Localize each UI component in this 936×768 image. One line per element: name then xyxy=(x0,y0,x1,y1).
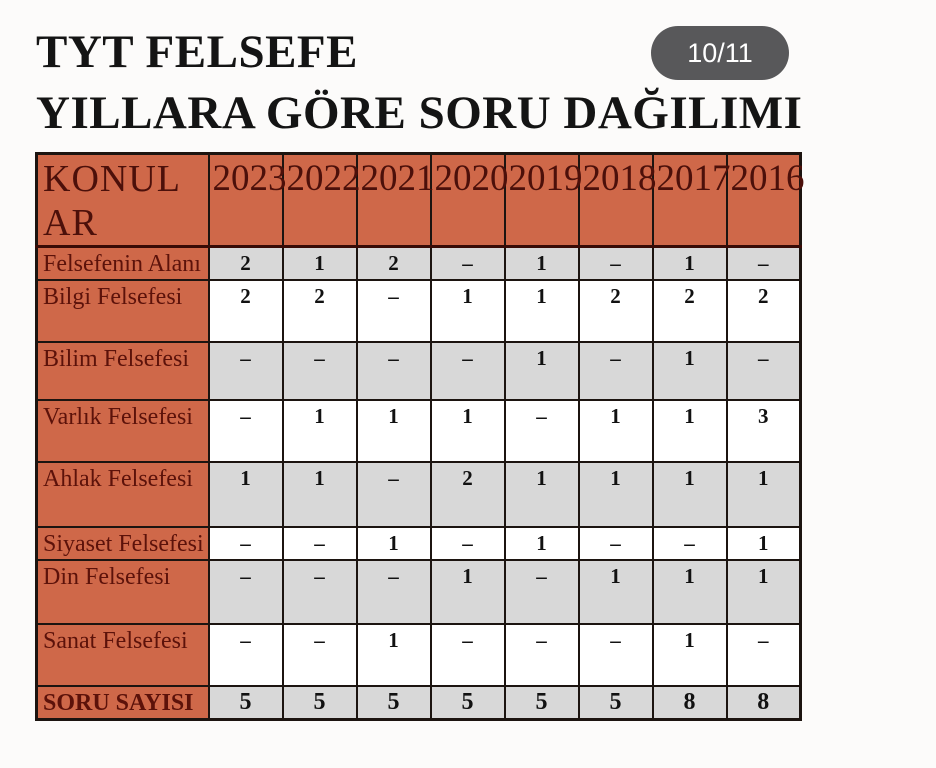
column-header-year-2016: 2016 xyxy=(727,154,801,247)
cell-2016: 1 xyxy=(727,462,801,527)
column-header-year-2017: 2017 xyxy=(653,154,727,247)
cell-2020: 1 xyxy=(431,400,505,462)
cell-2020: 1 xyxy=(431,560,505,624)
column-header-year-2021: 2021 xyxy=(357,154,431,247)
cell-2022: 2 xyxy=(283,280,357,342)
table-body xyxy=(37,247,801,720)
table-row xyxy=(37,462,801,527)
pager-badge[interactable] xyxy=(651,26,789,80)
cell-2021: 1 xyxy=(357,527,431,560)
cell-2016: – xyxy=(727,342,801,400)
cell-2019: 1 xyxy=(505,527,579,560)
cell-2018: – xyxy=(579,247,653,281)
cell-2016: 3 xyxy=(727,400,801,462)
cell-2022: 1 xyxy=(283,400,357,462)
cell-2018: – xyxy=(579,342,653,400)
pager-badge-label: 10/11 xyxy=(687,37,753,68)
table-row xyxy=(37,400,801,462)
cell-2016: – xyxy=(727,624,801,686)
cell-2021: 5 xyxy=(357,686,431,720)
column-header-year-2020: 2020 xyxy=(431,154,505,247)
cell-2021: – xyxy=(357,560,431,624)
page-title xyxy=(36,22,936,144)
cell-2018: 1 xyxy=(579,462,653,527)
cell-2020: – xyxy=(431,342,505,400)
cell-2016: 1 xyxy=(727,560,801,624)
table-row xyxy=(37,280,801,342)
cell-2023: – xyxy=(209,342,283,400)
cell-2020: 2 xyxy=(431,462,505,527)
cell-2022: – xyxy=(283,560,357,624)
cell-2020: 5 xyxy=(431,686,505,720)
column-header-topics: KONULAR xyxy=(37,154,209,247)
table-header-row xyxy=(37,154,801,247)
cell-2023: – xyxy=(209,527,283,560)
cell-2018: – xyxy=(579,527,653,560)
cell-2016: – xyxy=(727,247,801,281)
cell-2021: 2 xyxy=(357,247,431,281)
column-header-year-2019: 2019 xyxy=(505,154,579,247)
table-row xyxy=(37,247,801,281)
cell-2018: 2 xyxy=(579,280,653,342)
cell-2023: 5 xyxy=(209,686,283,720)
row-label: Ahlak Felsefesi xyxy=(37,462,209,527)
cell-2016: 8 xyxy=(727,686,801,720)
row-label: Bilgi Felsefesi xyxy=(37,280,209,342)
table-row xyxy=(37,686,801,720)
cell-2017: 1 xyxy=(653,462,727,527)
cell-2017: 1 xyxy=(653,560,727,624)
cell-2017: – xyxy=(653,527,727,560)
cell-2021: 1 xyxy=(357,624,431,686)
cell-2023: – xyxy=(209,624,283,686)
cell-2022: – xyxy=(283,342,357,400)
row-label: SORU SAYISI xyxy=(37,686,209,720)
cell-2019: 1 xyxy=(505,247,579,281)
cell-2023: – xyxy=(209,400,283,462)
cell-2019: – xyxy=(505,400,579,462)
cell-2022: 1 xyxy=(283,247,357,281)
cell-2022: 5 xyxy=(283,686,357,720)
cell-2019: 1 xyxy=(505,462,579,527)
cell-2018: 1 xyxy=(579,400,653,462)
cell-2019: 5 xyxy=(505,686,579,720)
cell-2019: 1 xyxy=(505,342,579,400)
cell-2021: – xyxy=(357,342,431,400)
cell-2020: – xyxy=(431,527,505,560)
cell-2017: 1 xyxy=(653,400,727,462)
cell-2020: – xyxy=(431,624,505,686)
column-header-year-2022: 2022 xyxy=(283,154,357,247)
cell-2017: 8 xyxy=(653,686,727,720)
cell-2019: – xyxy=(505,624,579,686)
cell-2021: 1 xyxy=(357,400,431,462)
cell-2017: 1 xyxy=(653,624,727,686)
cell-2022: 1 xyxy=(283,462,357,527)
table-row xyxy=(37,560,801,624)
table-row xyxy=(37,624,801,686)
cell-2022: – xyxy=(283,624,357,686)
cell-2016: 1 xyxy=(727,527,801,560)
page-title-line2: YILLARA GÖRE SORU DAĞILIMI xyxy=(36,87,803,139)
cell-2023: 2 xyxy=(209,247,283,281)
row-label: Felsefenin Alanı xyxy=(37,247,209,281)
cell-2023: 1 xyxy=(209,462,283,527)
table-row xyxy=(37,527,801,560)
cell-2019: 1 xyxy=(505,280,579,342)
cell-2021: – xyxy=(357,280,431,342)
cell-2017: 1 xyxy=(653,342,727,400)
row-label: Siyaset Felsefesi xyxy=(37,527,209,560)
question-distribution-table xyxy=(35,152,805,721)
row-label: Varlık Felsefesi xyxy=(37,400,209,462)
table-row xyxy=(37,342,801,400)
cell-2023: – xyxy=(209,560,283,624)
column-header-year-2018: 2018 xyxy=(579,154,653,247)
cell-2018: 5 xyxy=(579,686,653,720)
column-header-year-2023: 2023 xyxy=(209,154,283,247)
row-label: Bilim Felsefesi xyxy=(37,342,209,400)
cell-2023: 2 xyxy=(209,280,283,342)
cell-2016: 2 xyxy=(727,280,801,342)
cell-2018: – xyxy=(579,624,653,686)
cell-2019: – xyxy=(505,560,579,624)
cell-2017: 1 xyxy=(653,247,727,281)
row-label: Sanat Felsefesi xyxy=(37,624,209,686)
cell-2021: – xyxy=(357,462,431,527)
cell-2017: 2 xyxy=(653,280,727,342)
cell-2020: 1 xyxy=(431,280,505,342)
cell-2018: 1 xyxy=(579,560,653,624)
row-label: Din Felsefesi xyxy=(37,560,209,624)
cell-2020: – xyxy=(431,247,505,281)
cell-2022: – xyxy=(283,527,357,560)
page-title-line1: TYT FELSEFE xyxy=(36,26,358,78)
